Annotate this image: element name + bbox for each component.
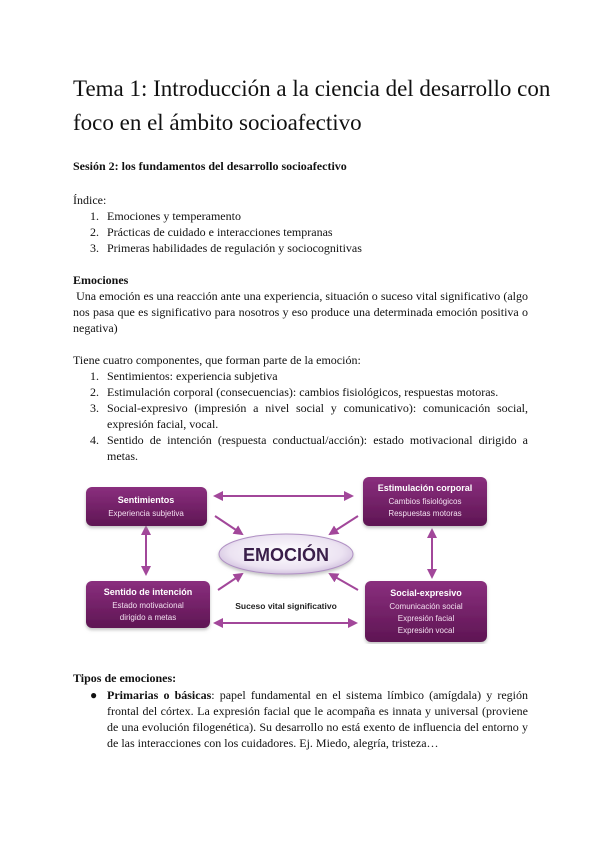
type-description: : papel fundamental en el sistema límbico (amígdala) y región frontal del córtex. La expresión facial que le acompaña es innata y universal (proviene de una evolución filogenética). Su desarrollo no está exento de influencia del entorno y de las interacciones con los cuidadores. Ej. Miedo, alegría, tristeza… [107, 688, 528, 750]
box-social-line: Expresión facial [397, 614, 455, 623]
emotions-paragraph [73, 288, 528, 336]
box-estimulacion-corporal [363, 477, 487, 526]
component-text: Estimulación corporal (consecuencias): cambios fisiológicos, respuestas motoras. [107, 385, 499, 399]
box-sentimientos-line: Experiencia subjetiva [108, 509, 184, 518]
types-list [73, 687, 528, 751]
type-term: Primarias o básicas [107, 688, 212, 702]
session-heading: Sesión 2: los fundamentos del desarrollo socioafectivo [73, 159, 347, 173]
component-item [73, 384, 528, 400]
index-list [73, 208, 533, 256]
types-heading: Tipos de emociones: [73, 671, 177, 685]
component-text: Sentimientos: experiencia subjetiva [107, 369, 278, 383]
index-label: Índice: [73, 193, 107, 207]
list-number: 2. [90, 385, 99, 399]
index-item [73, 240, 533, 256]
box-sentimientos-title: Sentimientos [117, 495, 175, 505]
arrow-diag-bottom-right [330, 574, 358, 590]
component-item [73, 432, 528, 464]
emotions-heading: Emociones [73, 273, 129, 287]
box-estimulacion-title: Estimulación corporal [377, 483, 473, 493]
list-number: 4. [90, 433, 99, 447]
box-intencion-line: dirigido a metas [119, 613, 177, 622]
emotions-paragraph-text: Una emoción es una reacción ante una experiencia, situación o suceso vital significativo (algo nos pasa que es significativo para nosotros y eso produce una determinada emoción positiva o negativa) [73, 289, 528, 335]
components-intro: Tiene cuatro componentes, que forman parte de la emoción: [73, 353, 361, 367]
list-number: 3. [90, 401, 99, 415]
component-item [73, 400, 528, 432]
center-label: EMOCIÓN [242, 545, 330, 565]
list-number: 2. [90, 225, 99, 239]
components-list [73, 368, 528, 464]
component-text: Social-expresivo (impresión a nivel social y comunicativo): comunicación social, expresión facial, vocal. [107, 401, 528, 431]
index-item-text: Primeras habilidades de regulación y sociocognitivas [107, 241, 362, 255]
list-number: 1. [90, 209, 99, 223]
document-title: Tema 1: Introducción a la ciencia del desarrollo con foco en el ámbito socioafectivo [73, 76, 551, 135]
arrow-diag-bottom-left [218, 574, 242, 590]
center-caption: Suceso vital significativo [235, 601, 337, 611]
box-intencion-line: Estado motivacional [112, 601, 184, 610]
list-number: 3. [90, 241, 99, 255]
arrow-diag-top-left [215, 516, 242, 534]
list-number: 1. [90, 369, 99, 383]
box-social-title: Social-expresivo [390, 588, 462, 598]
box-social-line: Comunicación social [389, 602, 463, 611]
index-item [73, 208, 533, 224]
component-item [73, 368, 528, 384]
box-intencion-title: Sentido de intención [103, 587, 193, 597]
bullet-icon: ● [90, 688, 98, 702]
index-item-text: Prácticas de cuidado e interacciones tempranas [107, 225, 333, 239]
box-sentido-intencion [86, 581, 210, 628]
box-social-line: Expresión vocal [397, 626, 455, 635]
box-sentimientos [86, 487, 207, 526]
box-estimulacion-line: Respuestas motoras [388, 509, 462, 518]
box-social-expresivo [365, 581, 487, 642]
box-estimulacion-line: Cambios fisiológicos [388, 497, 462, 506]
arrow-diag-top-right [330, 516, 358, 534]
component-text: Sentido de intención (respuesta conductual/acción): estado motivacional dirigido a metas. [107, 433, 528, 463]
index-item-text: Emociones y temperamento [107, 209, 241, 223]
index-item [73, 224, 533, 240]
emotion-diagram [80, 472, 498, 644]
list-item [73, 687, 528, 751]
